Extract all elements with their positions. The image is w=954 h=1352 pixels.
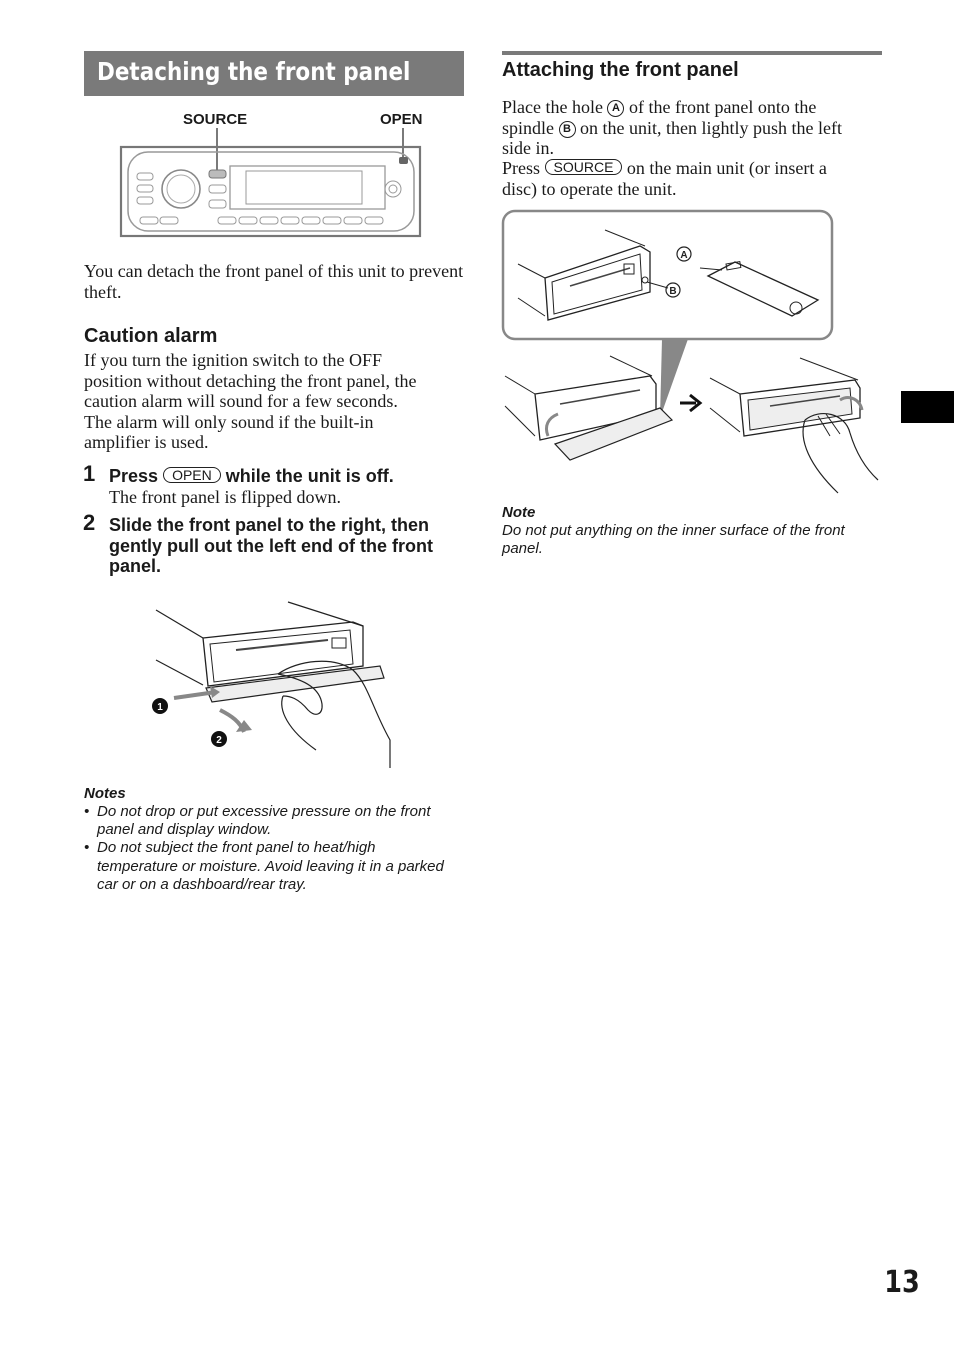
step-1-detail: The front panel is flipped down. [109, 487, 341, 507]
note-bullet: • [84, 839, 90, 857]
marker-2: 2 [216, 735, 222, 746]
caution-line: If you turn the ignition switch to the OFF [84, 350, 382, 370]
attach-paragraph-2 [502, 158, 887, 199]
attach-text: Press [502, 158, 541, 178]
hole-a-marker: A [607, 100, 624, 117]
step-1-instruction [109, 466, 469, 487]
open-key: OPEN [163, 467, 221, 483]
step-2-number: 2 [83, 510, 96, 535]
figure-label-source: SOURCE [183, 111, 248, 128]
step-2-line: panel. [109, 556, 162, 576]
note-line: Do not put anything on the inner surface of the front [502, 522, 845, 539]
figure-label-open: OPEN [380, 111, 423, 128]
note-bullet: • [84, 803, 90, 820]
step-2-line: gently pull out the left end of the front [109, 535, 433, 556]
note-line: car or on a dashboard/rear tray. [97, 875, 307, 893]
attach-text: on the main unit (or insert a [626, 158, 827, 178]
marker-1: 1 [157, 702, 163, 713]
attach-illustration [500, 208, 885, 498]
chapter-tab-marker [901, 391, 954, 423]
front-panel-illustration [118, 128, 424, 240]
note-line: panel. [502, 540, 543, 558]
caution-heading: Caution alarm [84, 325, 218, 347]
step-1-prefix: Press [109, 466, 159, 486]
note-line: Do not subject the front panel to heat/high [97, 839, 376, 857]
note-line: temperature or moisture. Avoid leaving it in a parked [97, 857, 444, 875]
note-line: Do not drop or put excessive pressure on the front [97, 803, 431, 820]
step-2-instruction [109, 515, 469, 577]
marker-b: B [669, 286, 677, 297]
attach-line [502, 118, 887, 139]
caution-paragraph [84, 350, 464, 453]
step-2-line: Slide the front panel to the right, then [109, 515, 429, 535]
source-key: SOURCE [545, 159, 623, 175]
step-1-suffix: while the unit is off. [225, 466, 394, 486]
detach-illustration [148, 600, 398, 770]
note-body [502, 522, 887, 558]
attach-text: Place the hole [502, 97, 603, 117]
step-1-number: 1 [83, 461, 96, 486]
section-banner-detaching [84, 51, 464, 96]
page-number: 13 [884, 1265, 920, 1300]
note-title: Note [502, 504, 536, 521]
attach-line [502, 97, 887, 118]
spindle-b-marker: B [559, 121, 576, 138]
attach-line [502, 158, 887, 179]
caution-line: caution alarm will sound for a few seconds. [84, 391, 398, 411]
note-line: panel and display window. [97, 821, 272, 839]
section-title-detaching: Detaching the front panel [97, 57, 411, 86]
caution-line: The alarm will only sound if the built-in [84, 411, 374, 432]
attach-text: on the unit, then lightly push the left [580, 117, 842, 138]
caution-line: position without detaching the front panel, the [84, 370, 417, 391]
notes-title: Notes [84, 785, 126, 802]
attach-paragraph-1 [502, 97, 887, 159]
attach-line: side in. [502, 138, 554, 158]
attach-text: of the front panel onto the [628, 97, 817, 117]
section-title-attaching: Attaching the front panel [502, 59, 739, 81]
caution-line: amplifier is used. [84, 432, 209, 452]
intro-paragraph: You can detach the front panel of this unit to prevent theft. [84, 261, 464, 302]
notes-list [84, 803, 469, 894]
note-item [84, 803, 469, 839]
attach-text: spindle [502, 117, 554, 138]
section-rule-attaching [502, 51, 882, 55]
note-item [84, 839, 469, 894]
attach-line: disc) to operate the unit. [502, 178, 677, 199]
marker-a: A [680, 250, 688, 261]
